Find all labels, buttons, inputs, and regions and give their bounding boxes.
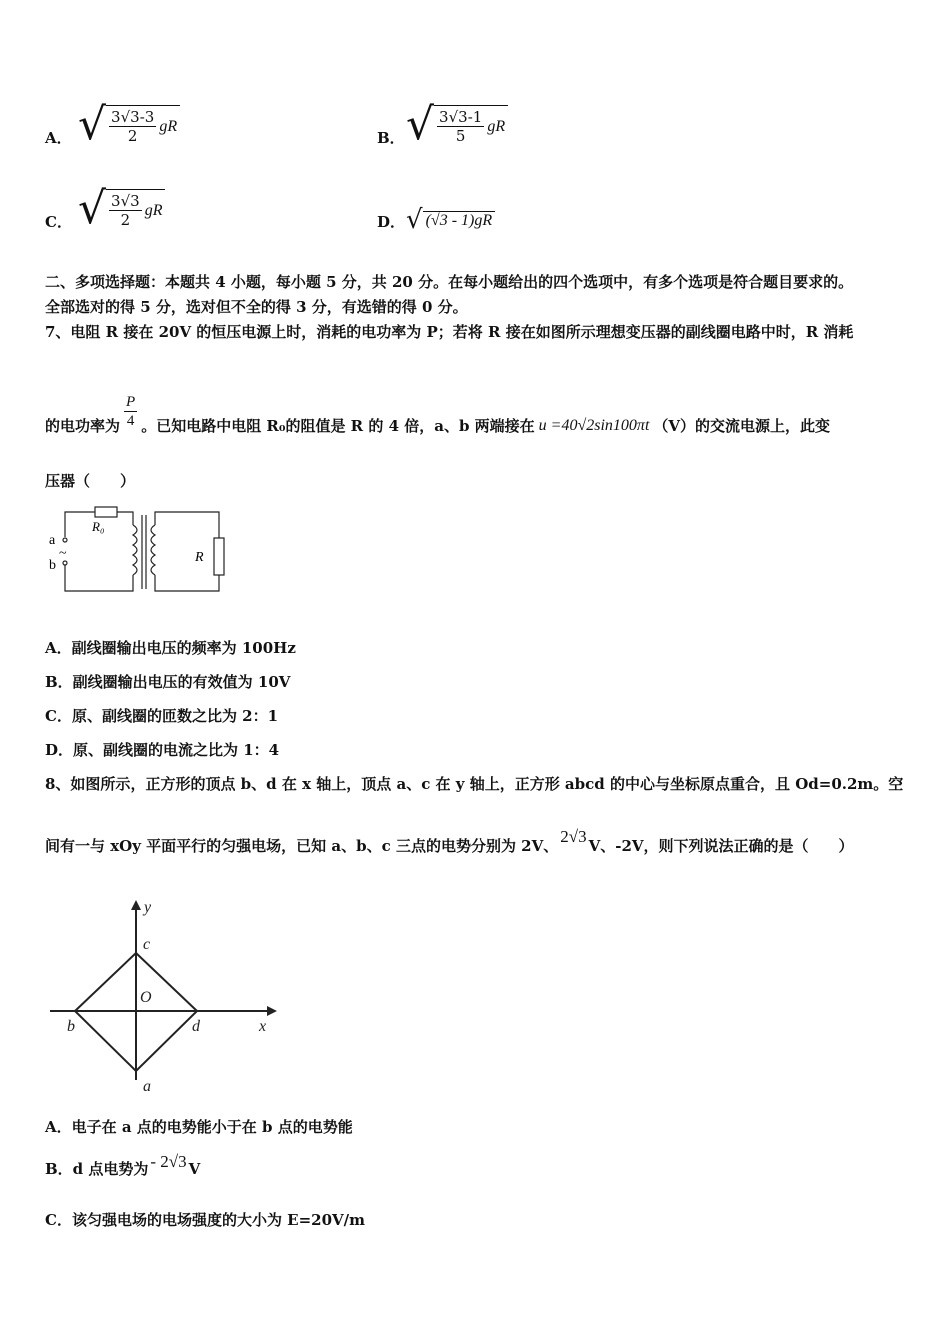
wire-top-right bbox=[155, 512, 219, 538]
option-c-numerator: 3√3 bbox=[111, 192, 140, 210]
q7-frac-num: P bbox=[126, 394, 136, 410]
option-a-denominator: 2 bbox=[127, 127, 138, 145]
q7-line3: 压器（ ） bbox=[45, 472, 136, 490]
q8-line2b: V、-2V，则下列说法正确的是（ ） bbox=[588, 837, 854, 855]
q8-option-a: A．电子在 a 点的电势能小于在 b 点的电势能 bbox=[45, 1118, 353, 1136]
option-a-tail: gR bbox=[159, 117, 178, 135]
option-a-formula: √ $\frac{3√3-3}{2}$ gR bbox=[78, 103, 180, 147]
q7-option-c: C．原、副线圈的匝数之比为 2：1 bbox=[45, 707, 279, 725]
q7-line1: 7、电阻 R 接在 20V 的恒压电源上时，消耗的电功率为 P；若将 R 接在如图所示理想变压器的副线圈电路中时，R 消耗 bbox=[45, 323, 854, 341]
option-a-label: A． bbox=[45, 129, 72, 147]
label-b: b bbox=[49, 558, 56, 573]
label-r: R bbox=[195, 550, 204, 565]
x-arrow bbox=[267, 1006, 277, 1016]
option-c-denominator: 2 bbox=[120, 211, 131, 229]
q8-line1: 8、如图所示，正方形的顶点 b、d 在 x 轴上，顶点 a、c 在 y 轴上，正方形 abcd 的中心与坐标原点重合，且 Od=0.2m。空 bbox=[45, 775, 904, 793]
q8-option-b-unit: V bbox=[188, 1159, 201, 1178]
option-b-numerator: 3√3-1 bbox=[439, 108, 483, 126]
option-b-formula: √ $\frac{3√3-1}{5}$ gR bbox=[406, 103, 508, 147]
option-b-tail: gR bbox=[487, 117, 506, 135]
wire-bottom-left bbox=[65, 565, 133, 591]
q7-formula: u =40√2sin100πt bbox=[538, 416, 650, 434]
label-a: a bbox=[49, 533, 56, 548]
q7-frac-den: 4 bbox=[126, 413, 135, 429]
label-x: x bbox=[259, 1018, 267, 1035]
secondary-coil bbox=[151, 525, 155, 575]
label-a-vertex: a bbox=[143, 1078, 151, 1095]
option-b-denominator: 5 bbox=[455, 127, 466, 145]
q8-line2 bbox=[45, 826, 854, 856]
label-y: y bbox=[144, 899, 152, 916]
label-c: c bbox=[143, 936, 151, 953]
wire-r0-coil bbox=[117, 512, 133, 525]
q7-option-b: B．副线圈输出电压的有效值为 10V bbox=[45, 673, 291, 691]
q7-line2b: 。已知电路中电阻 R₀的阻值是 R 的 4 倍，a、b 两端接在 bbox=[141, 417, 535, 435]
y-arrow bbox=[131, 900, 141, 910]
section-heading-line1: 二、多项选择题：本题共 4 小题，每小题 5 分，共 20 分。在每小题给出的四个选项中，有多个选项是符合题目要求的。 bbox=[45, 273, 854, 291]
terminal-b bbox=[63, 561, 67, 565]
section-heading-line2: 全部选对的得 5 分，选对但不全的得 3 分，有选错的得 0 分。 bbox=[45, 298, 468, 316]
label-d: d bbox=[192, 1018, 200, 1035]
q8-option-c: C．该匀强电场的电场强度的大小为 E=20V/m bbox=[45, 1211, 366, 1229]
option-a-numerator: 3√3-3 bbox=[111, 108, 155, 126]
resistor-r bbox=[214, 538, 224, 575]
q7-option-a: A．副线圈输出电压的频率为 100Hz bbox=[45, 639, 296, 657]
q7-line2c: （V）的交流电源上，此变 bbox=[653, 417, 831, 435]
option-c-tail: gR bbox=[144, 201, 163, 219]
label-r0: R₀ bbox=[92, 519, 105, 534]
option-c-formula: √ $\frac{3√3}{2}$ gR bbox=[78, 187, 165, 231]
option-c-label: C． bbox=[45, 213, 72, 231]
ac-tilde: ~ bbox=[59, 546, 67, 561]
q8-line2a: 间有一与 xOy 平面平行的匀强电场，已知 a、b、c 三点的电势分别为 2V、 bbox=[45, 837, 559, 855]
q7-line2 bbox=[45, 394, 831, 444]
transformer-diagram bbox=[45, 503, 235, 595]
label-b-vertex: b bbox=[67, 1018, 75, 1035]
q7-line2a: 的电功率为 bbox=[45, 417, 121, 435]
wire-top-left bbox=[65, 512, 95, 537]
resistor-r0 bbox=[95, 507, 117, 517]
q8-option-b bbox=[45, 1151, 201, 1179]
terminal-a bbox=[63, 538, 67, 542]
q8-option-b-prefix: B．d 点电势为 bbox=[45, 1160, 149, 1178]
option-d-expr: (√3 - 1)gR bbox=[423, 211, 496, 230]
option-d-label: D． bbox=[377, 213, 406, 231]
q7-option-d: D．原、副线圈的电流之比为 1：4 bbox=[45, 741, 280, 759]
label-o: O bbox=[140, 989, 152, 1006]
square-diagram bbox=[45, 898, 285, 1098]
option-d-formula: √ (√3 - 1)gR bbox=[406, 207, 495, 233]
wire-bottom-right bbox=[155, 575, 219, 591]
primary-coil bbox=[133, 525, 137, 575]
q8-option-b-value: - 2√3 bbox=[150, 1151, 187, 1171]
option-b-label: B． bbox=[377, 129, 405, 147]
q8-potential-c: 2√3 bbox=[560, 826, 587, 846]
